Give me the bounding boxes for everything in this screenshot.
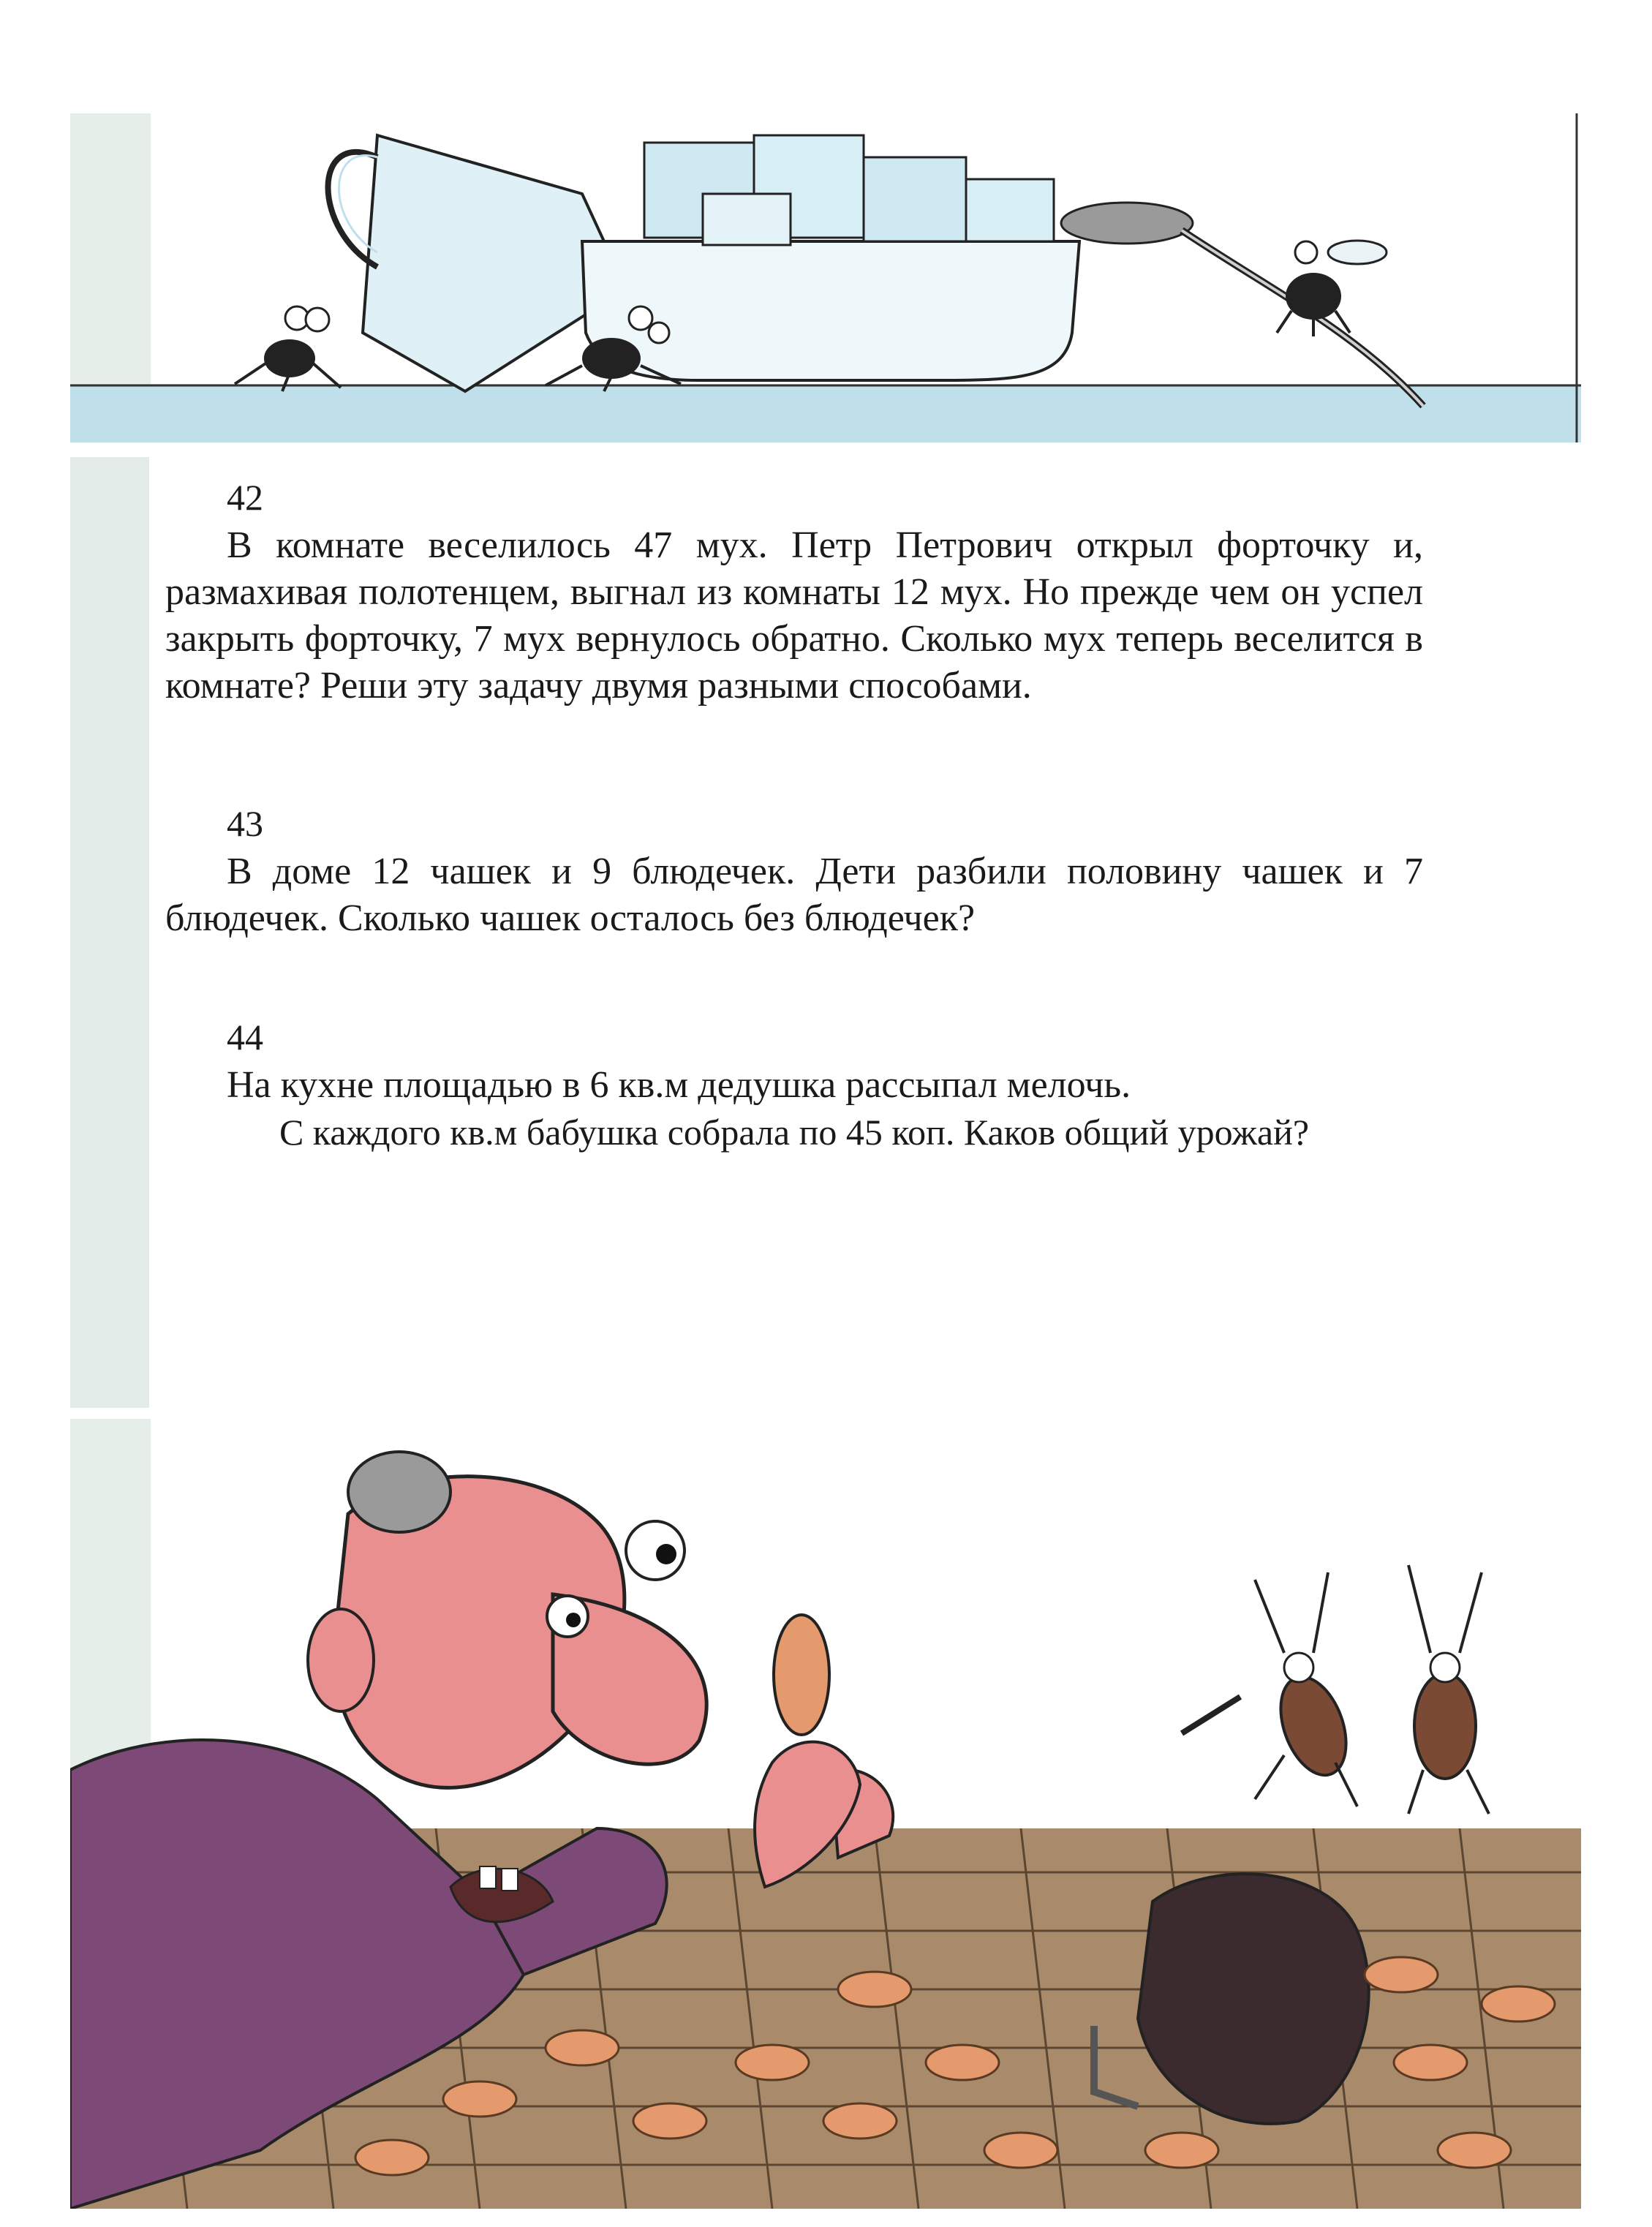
- cup: [328, 135, 627, 391]
- fly-left: [235, 306, 341, 391]
- problem-text-line2: С каждого кв.м бабушка собрала по 45 коп. Каков общий урожай?: [279, 1112, 1310, 1153]
- problem-text: В комнате веселилось 47 мух. Петр Петрович открыл форточку и, размахивая полотенцем, выгнал из комнаты 12 мух. Но прежде чем он успел закрыть форточку, 7 мух вернулось обратно. Сколько мух теперь веселится в комнате? Реши эту задачу двумя разными способами.: [165, 524, 1423, 706]
- cockroach-left: [1182, 1572, 1359, 1806]
- flies-cup-illustration: [70, 113, 1581, 442]
- held-coin: [774, 1615, 829, 1735]
- problem-number: 43: [227, 803, 263, 844]
- margin-strip: [70, 457, 149, 1408]
- problem-number: 42: [227, 477, 263, 518]
- problems-section: [165, 475, 1423, 1156]
- problem-42: [165, 475, 1423, 709]
- spoon: [1061, 203, 1423, 406]
- problem-text: В доме 12 чашек и 9 блюдечек. Дети разбили половину чашек и 7 блюдечек. Сколько чашек осталось без блюдечек?: [165, 851, 1423, 939]
- problem-43: [165, 802, 1423, 942]
- problem-44: [165, 1015, 1423, 1156]
- problem-number: 44: [227, 1017, 263, 1058]
- problem-text-line1: На кухне площадью в 6 кв.м дедушка рассыпал мелочь.: [227, 1064, 1131, 1106]
- fly-right: [1277, 241, 1387, 336]
- grandma-coins-illustration: [70, 1419, 1581, 2209]
- cockroach-right: [1408, 1565, 1489, 1814]
